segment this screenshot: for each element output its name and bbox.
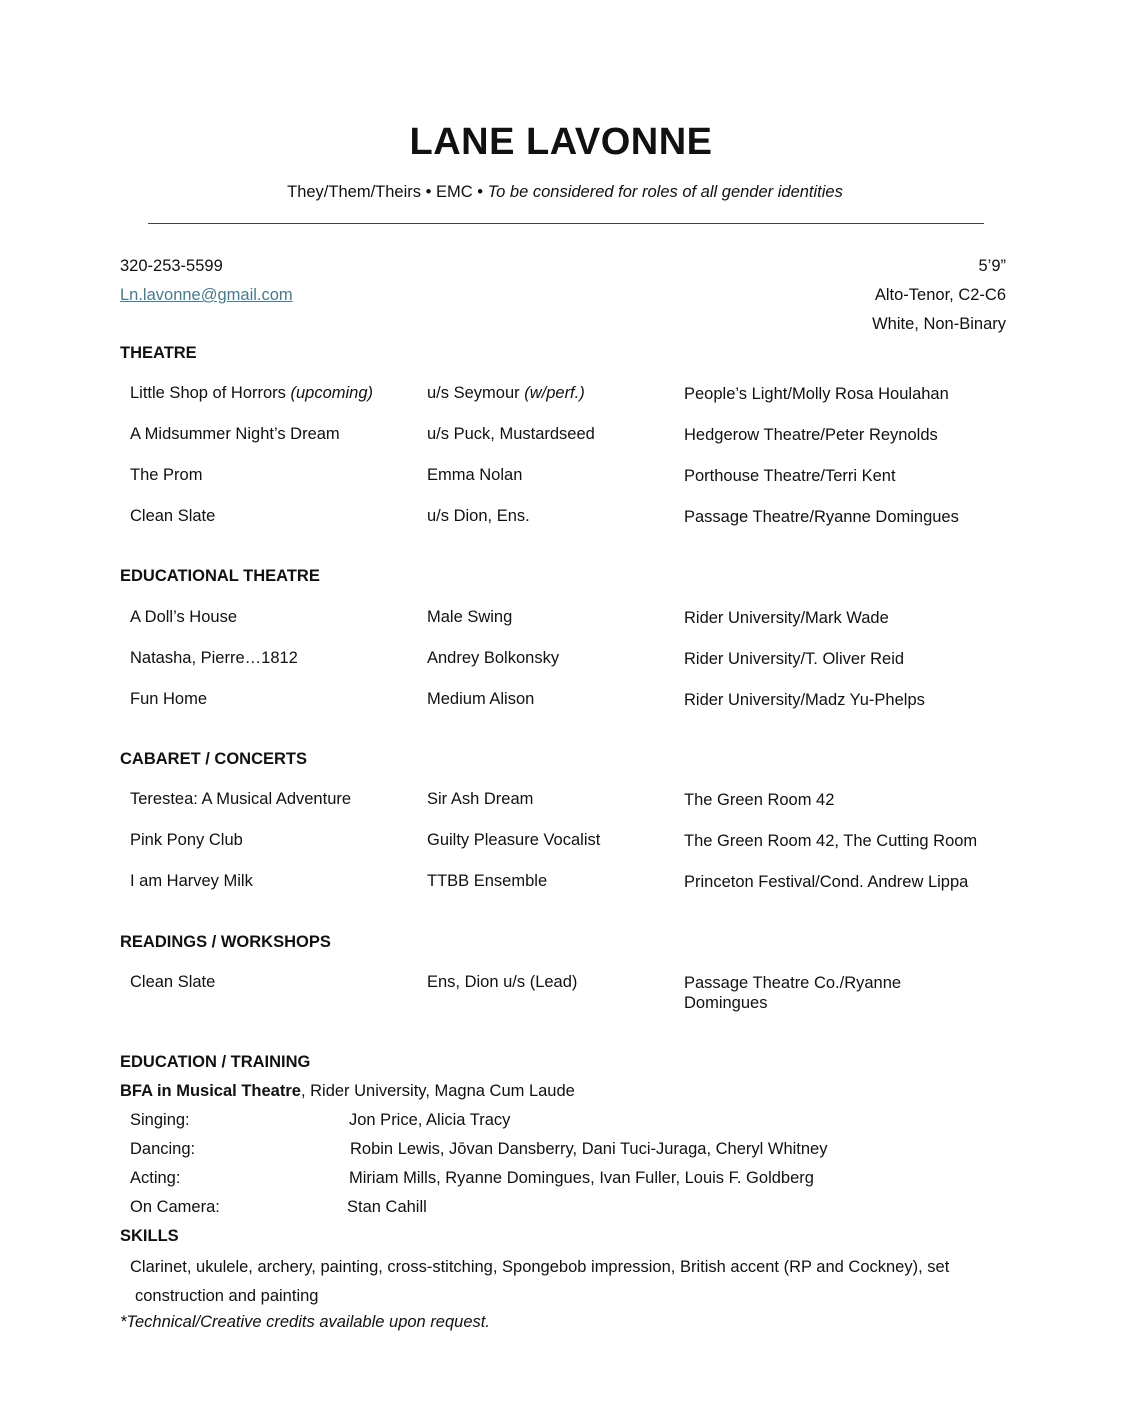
role: Emma Nolan — [427, 466, 523, 484]
casting-note: To be considered for roles of all gender identities — [487, 183, 843, 201]
show-title: I am Harvey Milk — [130, 872, 253, 890]
identity: White, Non-Binary — [872, 315, 1006, 333]
company: Passage Theatre/Ryanne Domingues — [684, 508, 959, 526]
company: Princeton Festival/Cond. Andrew Lippa — [684, 873, 969, 891]
section-heading-theatre: THEATRE — [120, 344, 197, 362]
show-title: Terestea: A Musical Adventure — [130, 790, 352, 808]
email-link[interactable]: Ln.lavonne@gmail.com — [120, 286, 293, 304]
role: u/s Dion, Ens. — [427, 507, 530, 525]
show-title: The Prom — [130, 466, 203, 484]
role: u/s Puck, Mustardseed — [427, 425, 595, 443]
role-note: (w/perf.) — [524, 384, 585, 402]
training-label: Acting: — [130, 1169, 181, 1187]
training-teachers: Jon Price, Alicia Tracy — [349, 1111, 511, 1129]
role: Guilty Pleasure Vocalist — [427, 831, 601, 849]
section-heading-readings: READINGS / WORKSHOPS — [120, 933, 331, 951]
section-heading-skills: SKILLS — [120, 1227, 179, 1245]
show-note: (upcoming) — [290, 384, 374, 402]
union-status: EMC — [435, 183, 473, 201]
company: People’s Light/Molly Rosa Houlahan — [684, 385, 949, 403]
role: Andrey Bolkonsky — [427, 649, 560, 667]
resume-name: LANE LAVONNE — [409, 121, 713, 163]
separator: • — [472, 183, 488, 201]
training-teachers: Robin Lewis, Jōvan Dansberry, Dani Tuci-Juraga, Cheryl Whitney — [350, 1140, 828, 1158]
company: The Green Room 42, The Cutting Room — [684, 832, 978, 850]
show-title: A Midsummer Night’s Dream — [130, 425, 340, 443]
section-heading-education: EDUCATION / TRAINING — [120, 1053, 311, 1071]
training-teachers: Miriam Mills, Ryanne Domingues, Ivan Fuller, Louis F. Goldberg — [349, 1169, 814, 1187]
voice-type: Alto-Tenor, C2-C6 — [874, 286, 1006, 304]
show-title: Little Shop of Horrors (upcoming) — [130, 384, 374, 402]
company: Rider University/Mark Wade — [684, 609, 889, 627]
show-title: Pink Pony Club — [130, 831, 243, 849]
header-divider — [148, 223, 984, 224]
skills-line: construction and painting — [135, 1287, 319, 1305]
company: Porthouse Theatre/Terri Kent — [684, 467, 896, 485]
tagline — [0, 183, 1122, 202]
section-heading-cabaret: CABARET / CONCERTS — [120, 750, 308, 768]
skills-text — [130, 1253, 1000, 1311]
phone: 320-253-5599 — [120, 257, 223, 275]
company: Hedgerow Theatre/Peter Reynolds — [684, 426, 938, 444]
show-title: Natasha, Pierre…1812 — [130, 649, 298, 667]
training-label: Dancing: — [130, 1140, 196, 1158]
show-title: A Doll’s House — [130, 608, 238, 626]
degree-details: , Rider University, Magna Cum Laude — [300, 1082, 575, 1100]
show-title: Clean Slate — [130, 973, 216, 991]
show-title: Fun Home — [130, 690, 208, 708]
company: Rider University/Madz Yu-Phelps — [684, 691, 925, 709]
role: u/s Seymour (w/perf.) — [427, 384, 585, 402]
show-title: Clean Slate — [130, 507, 216, 525]
credits-note: *Technical/Creative credits available upon request. — [120, 1313, 490, 1331]
degree-line — [120, 1082, 575, 1101]
height: 5’9” — [978, 257, 1006, 275]
role: Medium Alison — [427, 690, 535, 708]
role: Sir Ash Dream — [427, 790, 534, 808]
separator: • — [421, 183, 436, 201]
company: Rider University/T. Oliver Reid — [684, 650, 905, 668]
company: Passage Theatre Co./Ryanne Domingues — [684, 974, 902, 1012]
role: Male Swing — [427, 608, 513, 626]
training-label: On Camera: — [130, 1198, 220, 1216]
company: The Green Room 42 — [684, 791, 835, 809]
role: TTBB Ensemble — [427, 872, 548, 890]
skills-line: Clarinet, ukulele, archery, painting, cross-stitching, Spongebob impression, British accent (RP and Cockney), set — [130, 1258, 950, 1276]
training-teachers: Stan Cahill — [347, 1198, 427, 1216]
degree: BFA in Musical Theatre — [120, 1082, 301, 1100]
section-heading-educational-theatre: EDUCATIONAL THEATRE — [120, 567, 320, 585]
training-label: Singing: — [130, 1111, 190, 1129]
role: Ens, Dion u/s (Lead) — [427, 973, 578, 991]
pronouns: They/Them/Theirs — [287, 183, 421, 201]
